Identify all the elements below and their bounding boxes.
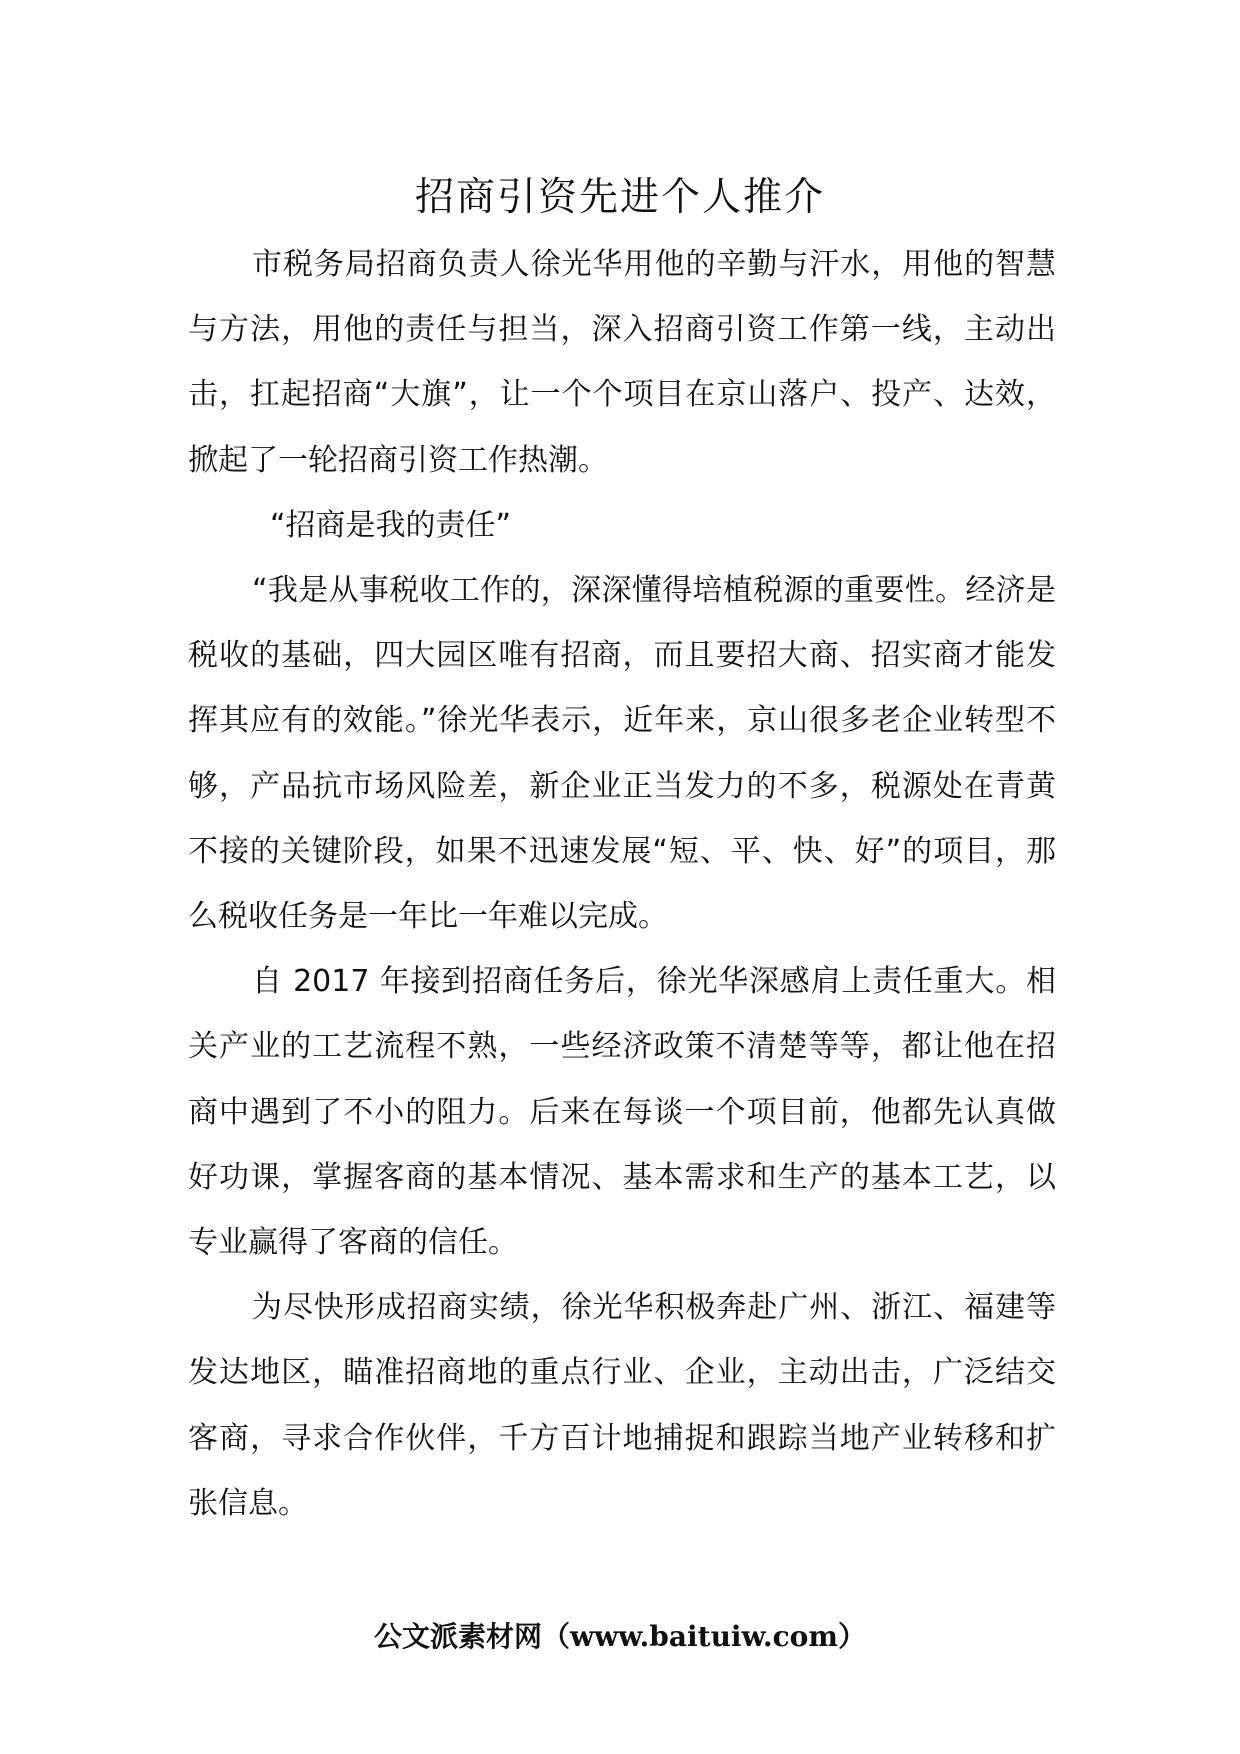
document-title: 招商引资先进个人推介 (414, 175, 825, 220)
paragraph-quote: “我是从事税收工作的，深深懂得培植税源的重要性。经济是税收的基础，四大园区唯有招商，而且要招大商、招实商才能发挥其应有的效能。”徐光华表示，近年来，京山很多老企业转型不够，产品抗市场风险差，新企业正当发力的不多，税源处在青黄不接的关键阶段，如果不迅速发展“短、平、快、好”的项目，那么税收任务是一年比一年难以完成。 (188, 573, 1056, 935)
section-heading: “招商是我的责任” (270, 507, 512, 543)
document-body (188, 232, 1056, 1536)
source-footer: 公文派素材网（www.baituiw.com） (374, 1620, 866, 1653)
paragraph-outreach: 为尽快形成招商实绩，徐光华积极奔赴广州、浙江、福建等发达地区，瞄准招商地的重点行业、企业，主动出击，广泛结交客商，寻求合作伙伴，千方百计地捕捉和跟踪当地产业转移和扩张信息。 (188, 1290, 1056, 1521)
paragraph-intro: 市税务局招商负责人徐光华用他的辛勤与汗水，用他的智慧与方法，用他的责任与担当，深入招商引资工作第一线，主动出击，扛起招商“大旗”，让一个个项目在京山落户、投产、达效，掀起了一轮招商引资工作热潮。 (188, 247, 1056, 478)
paragraph-2017: 自 2017 年接到招商任务后，徐光华深感肩上责任重大。相关产业的工艺流程不熟，一些经济政策不清楚等等，都让他在招商中遇到了不小的阻力。后来在每谈一个项目前，他都先认真做好功课，掌握客商的基本情况、基本需求和生产的基本工艺，以专业赢得了客商的信任。 (188, 964, 1056, 1261)
